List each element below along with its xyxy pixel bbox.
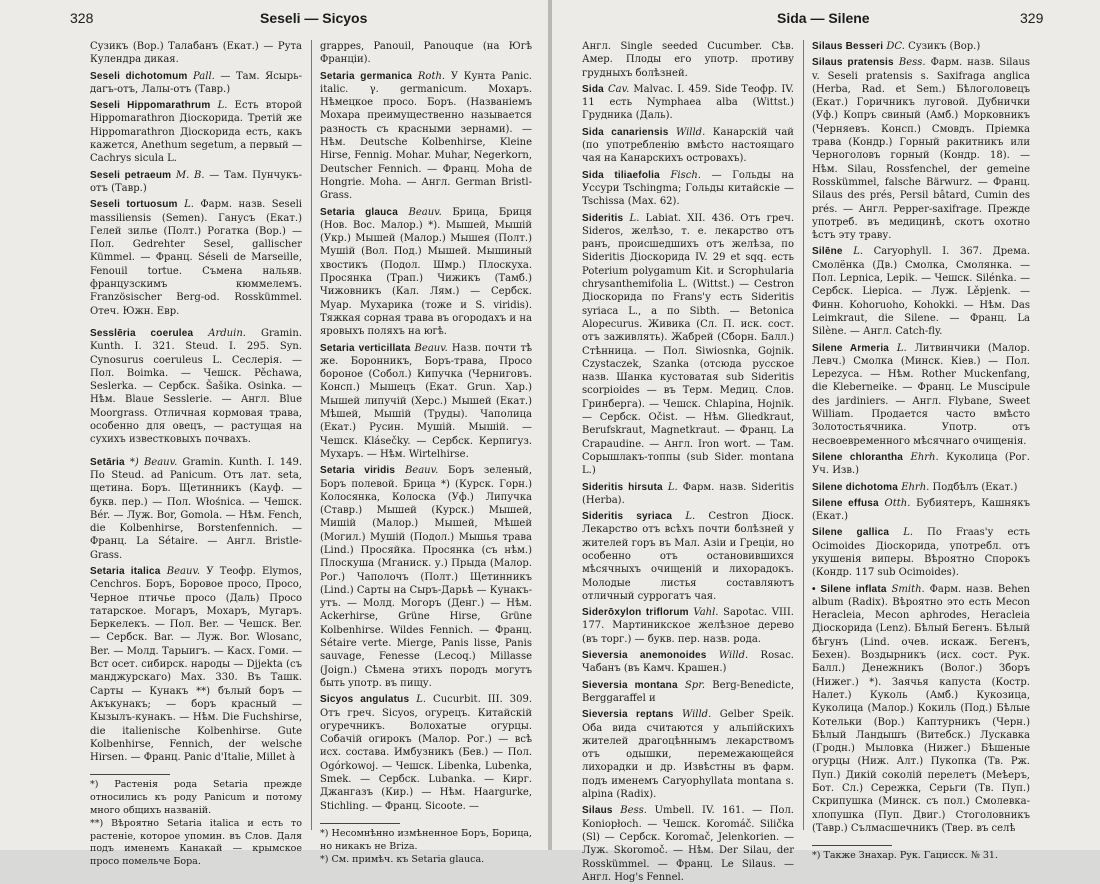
- entry-text: Gramin. Kunth. I. 321. Steud. I. 295. Syn. Cynosurus coeruleus L. Сеслерія. — Пол. Boimka. — Чешск. Pěchawa, Seslerka. — Сербск. Šašika. Osinka. — Нѣм. Blaue Sesslerie. — Англ. Blue Moorgrass. Отличная кормовая трава, особенно для овецъ, — растущая на сухихъ известковыхъ почвахъ.: [90, 327, 302, 446]
- entry-author: Bess.: [620, 805, 647, 817]
- entry-author: Beauv.: [408, 206, 442, 218]
- entry-author: Vahl.: [693, 607, 719, 619]
- entry-author: L.: [667, 481, 678, 493]
- footnote: *) См. примѣч. къ Setaria glauca.: [320, 854, 485, 866]
- entry-text: Сузикъ (Вор.) Талабанъ (Екат.) — Рута Кулендра дикая.: [90, 41, 302, 66]
- right-column-2: [812, 40, 1031, 862]
- dictionary-entry: [812, 497, 1030, 524]
- dictionary-entry: [582, 481, 794, 508]
- entry-headword: Setaria verticillata: [320, 342, 411, 354]
- entry-text: Cucurbit. III. 309. Отъ греч. Sicyos, огурецъ. Китайскій огуречникъ. Волохатые огурцы. Собачій огирокъ (Малор. Рог.) — всѣ исх. состава. Имбузникъ (Бев.) — Пол. Ogórkowoj. — Чешск. Libenka, Lubenka, Smek. — Сербск. Lubanka. — Кирг. Джангазъ (Кир.) — Нѣм. Haargurke, Stichling. — Франц. Sicoote. —: [320, 694, 532, 812]
- dictionary-entry: [582, 708, 794, 801]
- entry-author: L.: [685, 511, 696, 523]
- entry-headword: Sideritis hirsuta: [582, 481, 663, 493]
- entry-author: Pall.: [193, 70, 215, 82]
- dictionary-entry: [320, 206, 532, 339]
- entry-text: Сузикъ (Вор.): [908, 41, 981, 52]
- dictionary-entry: [90, 565, 302, 764]
- entry-headword: Sideritis: [582, 212, 624, 224]
- dictionary-entry: [812, 245, 1030, 338]
- entry-author: Spr.: [684, 679, 706, 691]
- entry-author: Beauv.: [166, 565, 201, 577]
- dictionary-entry: [582, 126, 794, 166]
- entry-text: Назв. почти тѣ же. Боронникъ, Боръ-трава, Просо бороное (Собол.) Кипучка (Черниговъ. Консп.) Мышецъ (Екат. Grun. Хар.) Мышей липучій (Херс.) Мышей (Екат.) Мѣшей, Мышій (Труды). Чаполица (Екат.) Русин. Мушій. Мышій. — Чешск. Klásečky. — Сербск. Керпигуз. Мухаръ. — Нѣм. Wirtelhirse.: [320, 342, 533, 460]
- left-column-2: [320, 40, 533, 866]
- column-divider: [311, 40, 312, 830]
- entry-author: *) Beauv.: [129, 456, 178, 468]
- entry-headword: Sicyos angulatus: [320, 694, 410, 706]
- dictionary-entry: [320, 40, 532, 67]
- entry-author: Willd.: [681, 709, 712, 721]
- entry-author: L.: [853, 246, 864, 258]
- entry-text: grappes, Panouil, Panouque (на Югѣ Франціи).: [320, 41, 532, 66]
- entry-author: Bess.: [898, 57, 926, 69]
- dictionary-entry: [812, 56, 1030, 242]
- left-page-header: [0, 10, 548, 30]
- footnote-rule: [812, 845, 892, 846]
- entry-text: Фарм. назв. Seseli massiliensis (Semen). Ганусъ (Екат.) Гелей зилье (Полт.) Рогатка (Вор.) — Пол. Gedrehter Sesel, gallischer Kümmel. — Франц. Séseli de Marseille, Fenouil tortue. Съмена нальяв. французскимъ кюммелемъ. Französischer Berg-od. Rosskümmel. Отеч. Южн. Евр.: [90, 199, 303, 317]
- entry-headword: Silaus Besseri: [812, 41, 884, 52]
- entry-author: Willd.: [718, 650, 749, 662]
- entry-author: L.: [217, 100, 228, 112]
- entry-author: L.: [629, 212, 640, 224]
- footnote: **) Вѣроятно Setaria italica и есть то растеніе, которое упомин. въ Слов. Даля подъ именемъ Канакай — крымское просо помельче Бора.: [90, 818, 302, 867]
- entry-text: Malvac. I. 459. Side Теофр. IV. 11 есть Nymphaea alba (Wittst.) Грудника (Даль).: [582, 83, 794, 122]
- entry-text: Фарм. назв. Silaus v. Seseli pratensis s. Saxifraga anglica (Herba, Rad. et Sem.) Бѣлоголовецъ (Екат.) Горичникъ луговой. Дубнички (Уф.) Копръ свиный (Амб.) Морковникъ (Черняевъ. Консп.) Смовдъ. Пріемка трава (Кондр.) Горный ракитникъ или Черноголовъ горный (Кондр. 18). — Нѣм. Silau, Rossfenchel, der gemeine Rosskümmel, falsche Bärwurz. — Франц. Silaus des prés, Persil bâtard, Cumin des prés. — Англ. Pepper-saxifrage. Прежде употреб. въ медицинѣ, скотъ охотно ѣстъ эту траву.: [812, 57, 1031, 242]
- entry-text: Боръ зеленый, Боръ полевой. Брица *) (Курск. Горн.) Колосянка, Колоска (Уф.) Липучка (Ставр.) Мышей (Курск.) Мышей, Мишій (Малор.) Мышей, Мѣшей (Могил.) Мушій (Подол.) Мышья трава (Lind.) Просяйка. Просянка (съ нѣм.) Плоскуша (Мганиск. у.) Прыда (Малор. Рог.) Чаполочъ (Полт.) Щетинникъ (Lind.) Сарты на Сыръ-Дарьѣ — Кунакъ-утъ. — Молд. Могоръ (Денг.) — Нѣм. Ackerhirse, Grüne Hirse, Grüne Kolbenhirse. Wildes Fennich. — Франц. Sétaire verte. Mierge, Panis lisse, Panis sauvage, Fenesse (Lecoq.) Millasse (Joign.) Сѣмена этихъ породъ могутъ быть употр. въ пищу.: [320, 465, 533, 689]
- entry-headword: Setaria viridis: [320, 465, 396, 477]
- dictionary-entry: [320, 464, 532, 690]
- entry-headword: Siderōxylon triflorum: [582, 607, 689, 619]
- entry-headword: Sesslēria coerulea: [90, 327, 194, 339]
- dictionary-entry: [90, 198, 302, 318]
- entry-headword: Seseli petraeum: [90, 169, 172, 181]
- entry-author: Willd.: [675, 126, 706, 138]
- entry-author: M. B.: [175, 169, 205, 181]
- entry-text: Gramin. Kunth. I. 149. По Steud. ad Panicum. Отъ лат. seta, щетина. Боръ. Щетинникъ (Кауф. — букв. пер.) — Пол. Włośnica. — Чешск. Bér. — Луж. Bor, Gomola. — Нѣм. Fench, die Kolbenhirse, Borstenfennich. — Франц. La Sétaire. — Англ. Bristle-Grass.: [90, 456, 303, 561]
- entry-author: Fisch.: [670, 169, 701, 181]
- entry-author: Beauv.: [414, 342, 448, 354]
- entry-headword: Silene gallica: [812, 527, 890, 539]
- entry-headword: Setaria glauca: [320, 206, 398, 218]
- entry-text: Umbell. IV. 161. — Пол. Koniopłoch. — Чешск. Koromáč. Silička (Sl) — Сербск. Koromač, Jelenkorien. — Луж. Skoromoč. — Нѣм. Der Silau, der Rosskümmel. — Франц. Le Silaus. — Англ. Hog's Fennel.: [582, 805, 794, 883]
- entry-text: — Там. Ясырь-дагъ-отъ, Лалы-отъ (Тавр.): [90, 70, 302, 95]
- entry-headword: Sideritis syriaca: [582, 511, 673, 523]
- dictionary-entry: [320, 342, 532, 462]
- dictionary-entry: [320, 693, 532, 813]
- dictionary-entry: [90, 99, 302, 165]
- entry-author: L.: [184, 199, 194, 211]
- entry-headword: Seseli tortuosum: [90, 199, 178, 211]
- footnote-rule: [90, 774, 170, 775]
- dictionary-entry: [582, 83, 794, 123]
- footnote: *) Растенія рода Setaria прежде относились къ роду Panicum и потому много общихъ названій.: [90, 779, 302, 816]
- entry-headword: Silaus: [582, 805, 613, 817]
- entry-headword: Silene dichotoma: [812, 481, 898, 493]
- right-page: [552, 0, 1100, 883]
- entry-text: У Теофр. Elymos, Cenchros. Боръ, Боровое просо, Просо, Черное птичье просо (Даль) Просо татарское. Могаръ, Мохаръ, Мугаръ. Беркелекъ. — Пол. Ber. — Чешск. Ber. — Сербск. Bar. — Луж. Bor. Wlosanc, Ber. — Молд. Тарыигъ. — Касх. Гоми. — Вст осет. сибирск. народы — Djjekta (съ манджурскаго) Max. 330. Въ Ташк. Сарты — Кунакъ **) бълый боръ — Акъкунакъ; — боръ красный — Кызылъ-кунакъ. — Нѣм. Die Fuchshirse, die italienische Kolbenhirse. Gute Kolbenhirse, Fennich, der welsche Hirsen. — Франц. Panic d'Italie, Millet à: [90, 565, 302, 764]
- dictionary-entry: [582, 169, 794, 209]
- entry-text: Cestron Діоск. Лекарство отъ всѣхъ почти болѣзней у жителей горъ въ Мал. Азіи и Греціи, но особенно отъ остановившихся мѣсячныхъ очищеній и лихорадокъ. Молодые листья составляютъ отличный суррогатъ чая.: [582, 511, 794, 602]
- dictionary-entry: [582, 804, 794, 884]
- entry-text: — Там. Пунчукъ-отъ (Тавр.): [90, 169, 302, 194]
- entry-text: Англ. Single seeded Cucumber. Сѣв. Амер. Плоды его употр. противу грудныхъ болѣзней.: [582, 41, 794, 79]
- entry-text: Брица, Бриця (Нов. Вос. Малор.) *). Мышей, Мышій (Укр.) Мышей (Малор.) Мышея (Полт.) Мушій (Вол. Под.) Мышей. Мышиный хвостикъ (Подол. Шмр.) Плоскуха. Просянка (Трап.) Чижикъ (Тамб.) Чижовникъ (Кал. Лям.) — Сербск. Муар. Мухарика (тоже и S. viridis). Тяжкая сорная трава въ огородахъ и на яровыхъ поляхъ на югѣ.: [320, 206, 532, 338]
- entry-text: Sapotac. VIII. 177. Мартиникское желѣзное дерево (въ торг.) — букв. пер. назв. рода.: [582, 607, 794, 645]
- dictionary-entry: [812, 451, 1030, 478]
- dictionary-entry: [90, 456, 302, 562]
- footnote: *) Несомнѣнно измѣненное Боръ, Борица, но никакъ не Briza.: [320, 827, 532, 852]
- entry-headword: Seseli Hippomarathrum: [90, 100, 211, 112]
- entry-headword: Silēne: [812, 246, 843, 258]
- entry-author: Ehrh.: [901, 481, 930, 493]
- entry-text: Rosac. Чабанъ (въ Камч. Крашен.): [582, 650, 794, 675]
- entry-headword: Sida canariensis: [582, 126, 669, 138]
- entry-headword: Sieversia anemonoides: [582, 650, 707, 662]
- entry-text: Есть второй Hippomarathron Діоскорида. Третій же Hippomarathron Діоскорида есть, какъ кажется, Anethum segetum, а первый — Cachrys sicula L.: [90, 100, 303, 165]
- entry-author: DC.: [886, 41, 905, 52]
- entry-headword: Silene Armeria: [812, 342, 890, 354]
- dictionary-entry: [582, 40, 794, 80]
- entry-author: Beauv.: [404, 465, 439, 477]
- dictionary-entry: [812, 342, 1030, 448]
- right-page-header: [552, 10, 1100, 30]
- entry-text: Berg-Benedicte, Berggaraffel и: [582, 679, 795, 704]
- entry-author: Arduin.: [208, 327, 246, 339]
- entry-text: По Fraas'у есть Ocimoides Діоскорида, употребл. отъ укушенія виперы. Вѣроятно Спорокъ (Кондр. 117 sub Ocimoides).: [812, 527, 1030, 579]
- dictionary-entry: [582, 212, 794, 478]
- entry-author: Smith.: [891, 583, 925, 595]
- dictionary-entry: [582, 679, 794, 706]
- entry-headword: Setaria italica: [90, 565, 161, 577]
- dictionary-entry: [90, 40, 302, 67]
- dictionary-entry: [812, 526, 1030, 579]
- entry-text: Канарскій чай (по употребленію вмѣсто настоящаго чая на Канарскихъ островахъ).: [582, 126, 794, 165]
- entry-text: Фарм. назв. Behen album (Radix). Вѣроятно это есть Mecon Heracleia, Mecon aphrodes, Heracleia Діоскорида (Lenz). Бѣлый Бегенъ. Бѣлый бѣгунъ (Lind. очев. искаж. Бегенъ, Бехен). Воздырникъ (исх. сост. Рук. Балл.) Денежникъ (Волог.) Зборъ (Нижег.) *). Заячья капуста (Костр. Налет.) Куколь (Амб.) Кукозица, Куколица (Малор.) Кокиль (Под.) Бѣлые Котельки (Вор.) Каптурникъ (Черн.) Бѣлый Ландышъ (Витебск.) Лускавка (Гродн.) Мыловка (Нижег.) Бѣшеные огурцы (Ниж. Алт.) Пукопка (Тв. Рж. Пуп.) Дикій соколій перелетъ (Меѣеръ, Бот. Сл.) Сережка, Серьги (Тв. Пуп.) Скрипушка (Минск. съ пол.) Смолевка-хлопушка (Пуп. Двиг.) Стоголовникъ (Тавр.) Сълмасшечникъ (Твер. въ селѣ: [812, 583, 1030, 834]
- column-divider: [803, 40, 804, 830]
- entry-author: Cav.: [608, 83, 630, 95]
- left-running-head: Seseli — Sicyos: [260, 10, 368, 26]
- entry-author: Ehrh.: [910, 451, 939, 463]
- entry-text: Куколица (Рог. Уч. Изв.): [812, 451, 1030, 477]
- entry-author: L.: [896, 342, 907, 354]
- entry-text: У Кунта Panic. italic. γ. germanicum. Мохаръ. Нѣмецкое просо. Боръ. (Названіемъ Мохара преимущественно называется разность съ красными зернами). — Нѣм. Deutsche Kolbenhirse, Kleine Hirse, Fennig. Mohar. Muhar, Negerkorn, Deutscher Fennich. — Франц. Moha de Hongrie. Moha. — Англ. German Bristl-Grass.: [320, 70, 532, 202]
- right-column-1: [582, 40, 795, 883]
- right-running-head: Sida — Silene: [777, 10, 870, 26]
- entry-headword: Sida: [582, 83, 604, 95]
- dictionary-entry: [582, 606, 794, 646]
- entry-headword: Sieversia reptans: [582, 709, 674, 721]
- entry-headword: • Silene inflata: [812, 583, 887, 595]
- entry-text: Labiat. XII. 436. Отъ греч. Sideros, желѣзо, т. е. лекарство отъ ранъ, происшедшихъ отъ желѣза, по Sideritis Діоскорида IV. 29 et sqq. есть Poterium polygamum Kit. и Scrophularia chrysanthemifolia L. (Wittst.) — Cestron Діоскорида по Frans'у есть Sideritis syriaca L., а по Sibth. — Betonica Alopecurus. Живика (Сл. П. иск. сост. отъ заживлять). Жабрей (Сборн. Балл.) Стѣнница. — Пол. Siwiosnka, Gojnik. Czystaczek, Szanka (отсюда русское назв. Шанка кустоватая sub Sideritis scorpioides — въ Терм. Медиц. Слов. Гринберга). — Чешск. Chlapina, Hojnik. — Сербск. Očist. — Нѣм. Gliedkraut, Berufskraut, Magnetkraut. — Франц. La Crapaudine. — Англ. Iron wort. — Там. Сорышлакъ-топпы (sub Sider. montana L.): [582, 212, 795, 477]
- entry-author: L.: [903, 527, 914, 539]
- dictionary-entry: [812, 583, 1030, 836]
- entry-author: Roth.: [417, 70, 446, 82]
- dictionary-entry: [90, 327, 302, 447]
- entry-headword: Setāria: [90, 456, 125, 468]
- entry-text: — Гольды на Уссури Tschingma; Гольды китайскіе — Tschissa (Max. 62).: [582, 169, 794, 208]
- footnote-rule: [320, 823, 400, 824]
- dictionary-entry: [812, 481, 1030, 494]
- entry-author: L.: [416, 694, 427, 706]
- entry-headword: Sida tiliaefolia: [582, 169, 660, 181]
- entry-headword: Silene chlorantha: [812, 451, 904, 463]
- left-page-number: 328: [70, 10, 94, 26]
- dictionary-entry: [812, 40, 1030, 53]
- right-page-number: 329: [1020, 10, 1044, 26]
- entry-headword: Seseli dichotomum: [90, 70, 188, 82]
- entry-text: Бубиятеръ, Кашнякъ (Екат.): [812, 497, 1030, 523]
- entry-author: Otth.: [884, 497, 911, 509]
- entry-headword: Silaus pratensis: [812, 57, 894, 69]
- dictionary-entry: [582, 510, 794, 603]
- entry-headword: Sieversia montana: [582, 679, 678, 691]
- dictionary-entry: [90, 70, 302, 97]
- footnote: *) Также Знахар. Рук. Гацисск. № 31.: [812, 850, 998, 862]
- entry-text: Литвинчики (Малор. Левч.) Смолка (Минск. Кіев.) — Пол. Lepezyca. — Нѣм. Rother Muckenfang, die Kleberneike. — Франц. Le Muscipule des jardiniers. — Англ. Flybane, Sweet William. Продается часто вмѣсто Золотостьячника. Употр. отъ несвоевременного мѣсячнаго очищенія.: [812, 342, 1030, 447]
- left-column-1: [90, 40, 303, 867]
- dictionary-entry: [582, 649, 794, 676]
- dictionary-entry: [90, 169, 302, 196]
- left-page: [0, 0, 548, 867]
- entry-text: Caryophyll. I. 367. Дрема. Смолёнка (Дв.) Смолка, Смолянка. — Пол. Lepnica, Lepik. — Чешск. Silénka. — Сербск. Liepica. — Луж. Lěpjenk. — Финн. Kohoruoho, Kohokki. — Нѣм. Das Leimkraut, die Silene. — Франц. La Silène. — Англ. Catch-fly.: [812, 246, 1031, 338]
- entry-text: Подбѣлъ (Екат.): [932, 481, 1018, 493]
- entry-headword: Silene effusa: [812, 497, 879, 509]
- entry-text: Gelber Speik. Оба вида считаются у альпійскихъ жителей драгоцѣннымъ лекарствомъ отъ одышки, перемежающейся лихорадки и др. Извѣстны въ фарм. подъ именемъ Caryophyllata montana s. alpina (Radix).: [582, 709, 795, 801]
- entry-text: Фарм. назв. Sideritis (Herba).: [582, 481, 794, 506]
- entry-headword: Setaria germanica: [320, 70, 413, 82]
- dictionary-entry: [320, 70, 532, 203]
